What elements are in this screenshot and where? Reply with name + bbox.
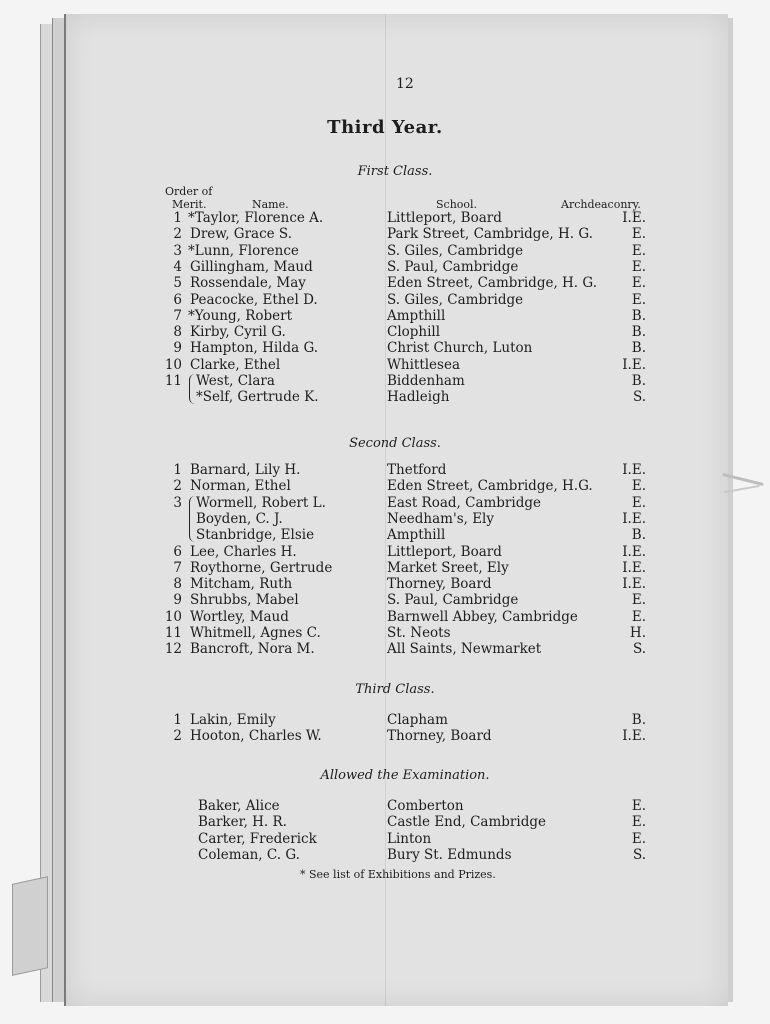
school-name: Barnwell Abbey, Cambridge	[387, 608, 578, 625]
candidate-name: Whitmell, Agnes C.	[190, 625, 321, 641]
archdeaconry-code: S.	[632, 846, 646, 863]
merit-number: 2	[173, 226, 182, 243]
merit-number: 12	[164, 641, 182, 658]
candidate-name: Clarke, Ethel	[190, 356, 281, 373]
table-row	[0, 814, 770, 830]
candidate-name: Coleman, C. G.	[198, 846, 300, 863]
merit-number: 2	[173, 478, 182, 495]
school-name: Thetford	[387, 462, 447, 478]
school-name: Clophill	[387, 324, 441, 341]
table-row	[0, 712, 770, 728]
archdeaconry-code: E.	[631, 275, 646, 292]
table-row	[0, 324, 770, 340]
candidate-name: Barnard, Lily H.	[190, 462, 301, 478]
candidate-name: *Lunn, Florence	[188, 242, 299, 259]
school-name: S. Giles, Cambridge	[387, 291, 524, 308]
school-name: Ampthill	[387, 527, 446, 544]
school-name: Ampthill	[387, 307, 446, 324]
merit-number: 5	[173, 275, 182, 292]
merit-number: 9	[173, 592, 182, 609]
archdeaconry-code: B.	[631, 307, 646, 324]
school-name: Eden Street, Cambridge, H. G.	[387, 275, 597, 292]
candidate-name: Barker, H. R.	[198, 814, 287, 831]
archdeaconry-code: E.	[631, 226, 646, 243]
school-name: Clapham	[387, 712, 448, 728]
merit-number: 7	[173, 307, 182, 324]
tie-brace-first-class	[189, 374, 195, 404]
school-name: All Saints, Newmarket	[387, 641, 542, 658]
candidate-name: Baker, Alice	[198, 798, 280, 814]
archdeaconry-code: I.E.	[622, 576, 646, 593]
school-name: Littleport, Board	[387, 210, 502, 226]
candidate-name: Rossendale, May	[190, 275, 306, 292]
candidate-name: *Young, Robert	[188, 307, 293, 324]
candidate-name: Bancroft, Nora M.	[190, 641, 315, 658]
candidate-name: Peacocke, Ethel D.	[190, 291, 318, 308]
table-row	[0, 462, 770, 478]
table-row	[0, 495, 770, 511]
table-row	[0, 728, 770, 744]
archdeaconry-code: E.	[631, 814, 646, 831]
archdeaconry-code: S.	[632, 641, 646, 658]
school-name: Market Sreet, Ely	[387, 559, 509, 576]
page-title: Third Year.	[327, 117, 443, 138]
archdeaconry-code: I.E.	[622, 356, 646, 373]
candidate-name: Roythorne, Gertrude	[190, 559, 333, 576]
school-name: Thorney, Board	[387, 576, 492, 593]
school-name: S. Paul, Cambridge	[387, 592, 519, 609]
candidate-name: Lakin, Emily	[190, 712, 276, 728]
archdeaconry-code: I.E.	[622, 510, 646, 527]
merit-number: 6	[173, 291, 182, 308]
merit-number: 6	[173, 543, 182, 560]
archdeaconry-code: E.	[631, 242, 646, 259]
candidate-name: Stanbridge, Elsie	[196, 527, 315, 544]
section-heading-second-class: Second Class.	[349, 436, 441, 451]
school-name: Whittlesea	[387, 356, 461, 373]
column-header-order-line2: Merit.	[172, 198, 207, 211]
merit-number: 10	[164, 608, 182, 625]
candidate-name: *Self, Gertrude K.	[196, 389, 319, 406]
school-name: Castle End, Cambridge	[387, 814, 546, 831]
archdeaconry-code: B.	[631, 324, 646, 341]
archdeaconry-code: I.E.	[622, 728, 646, 745]
merit-number: 1	[173, 462, 182, 478]
school-name: Linton	[387, 830, 432, 847]
section-heading-first-class: First Class.	[357, 164, 433, 179]
archdeaconry-code: E.	[631, 258, 646, 275]
school-name: Biddenham	[387, 373, 465, 389]
table-row	[0, 527, 770, 543]
archdeaconry-code: I.E.	[622, 559, 646, 576]
column-header-school: School.	[436, 198, 478, 211]
torn-paper-scrap	[12, 876, 48, 976]
merit-number: 3	[173, 494, 182, 511]
candidate-name: Hooton, Charles W.	[190, 728, 322, 745]
candidate-name: Mitcham, Ruth	[190, 576, 293, 593]
table-row	[0, 798, 770, 814]
school-name: Hadleigh	[387, 389, 450, 406]
table-row	[0, 210, 770, 226]
table-row	[0, 357, 770, 373]
archdeaconry-code: S.	[632, 389, 646, 406]
table-row	[0, 592, 770, 608]
archdeaconry-code: I.E.	[622, 543, 646, 560]
merit-number: 8	[173, 576, 182, 593]
merit-number: 9	[173, 340, 182, 357]
school-name: Park Street, Cambridge, H. G.	[387, 226, 593, 243]
merit-number: 10	[164, 356, 182, 373]
candidate-name: Carter, Frederick	[198, 830, 317, 847]
column-header-order-line1: Order of	[165, 185, 213, 198]
table-row	[0, 625, 770, 641]
school-name: Needham's, Ely	[387, 510, 494, 527]
page-number: 12	[396, 76, 414, 92]
table-row	[0, 847, 770, 863]
archdeaconry-code: E.	[631, 608, 646, 625]
school-name: East Road, Cambridge	[387, 494, 541, 511]
table-row	[0, 544, 770, 560]
candidate-name: Gillingham, Maud	[190, 258, 313, 275]
archdeaconry-code: E.	[631, 798, 646, 814]
archdeaconry-code: I.E.	[622, 210, 646, 226]
section-heading-allowed: Allowed the Examination.	[320, 768, 490, 783]
school-name: S. Giles, Cambridge	[387, 242, 524, 259]
column-header-archdeaconry: Archdeaconry.	[561, 198, 641, 211]
table-row	[0, 576, 770, 592]
archdeaconry-code: E.	[631, 592, 646, 609]
table-row	[0, 373, 770, 389]
candidate-name: Kirby, Cyril G.	[190, 324, 286, 341]
archdeaconry-code: E.	[631, 494, 646, 511]
merit-number: 8	[173, 324, 182, 341]
merit-number: 4	[173, 258, 182, 275]
table-row	[0, 641, 770, 657]
archdeaconry-code: B.	[631, 373, 646, 389]
footnote: * See list of Exhibitions and Prizes.	[300, 868, 496, 881]
candidate-name: Wormell, Robert L.	[196, 494, 326, 511]
table-row	[0, 275, 770, 291]
candidate-name: Norman, Ethel	[190, 478, 291, 495]
archdeaconry-code: E.	[631, 478, 646, 495]
candidate-name: Wortley, Maud	[190, 608, 289, 625]
archdeaconry-code: E.	[631, 830, 646, 847]
merit-number: 1	[173, 712, 182, 728]
school-name: Comberton	[387, 798, 464, 814]
merit-number: 1	[173, 210, 182, 226]
table-row	[0, 511, 770, 527]
school-name: Christ Church, Luton	[387, 340, 533, 357]
school-name: Littleport, Board	[387, 543, 502, 560]
school-name: Eden Street, Cambridge, H.G.	[387, 478, 593, 495]
candidate-name: Shrubbs, Mabel	[190, 592, 299, 609]
candidate-name: Boyden, C. J.	[196, 510, 283, 527]
archdeaconry-code: B.	[631, 712, 646, 728]
table-row	[0, 609, 770, 625]
section-heading-third-class: Third Class.	[355, 682, 435, 697]
candidate-name: *Taylor, Florence A.	[188, 210, 324, 226]
school-name: S. Paul, Cambridge	[387, 258, 519, 275]
archdeaconry-code: B.	[631, 527, 646, 544]
school-name: Bury St. Edmunds	[387, 846, 512, 863]
merit-number: 2	[173, 728, 182, 745]
column-header-name: Name.	[252, 198, 289, 211]
table-row	[0, 226, 770, 242]
candidate-name: West, Clara	[196, 373, 275, 389]
archdeaconry-code: I.E.	[622, 462, 646, 478]
merit-number: 11	[164, 625, 182, 641]
table-row	[0, 243, 770, 259]
merit-number: 11	[164, 373, 182, 389]
archdeaconry-code: B.	[631, 340, 646, 357]
school-name: Thorney, Board	[387, 728, 492, 745]
candidate-name: Lee, Charles H.	[190, 543, 297, 560]
table-row	[0, 389, 770, 405]
table-row	[0, 478, 770, 494]
table-row	[0, 292, 770, 308]
table-row	[0, 831, 770, 847]
school-name: St. Neots	[387, 625, 451, 641]
tie-brace-second-class	[189, 496, 195, 542]
table-row	[0, 560, 770, 576]
merit-number: 7	[173, 559, 182, 576]
table-row	[0, 259, 770, 275]
candidate-name: Drew, Grace S.	[190, 226, 292, 243]
candidate-name: Hampton, Hilda G.	[190, 340, 319, 357]
table-row	[0, 340, 770, 356]
archdeaconry-code: H.	[629, 625, 646, 641]
table-row	[0, 308, 770, 324]
merit-number: 3	[173, 242, 182, 259]
archdeaconry-code: E.	[631, 291, 646, 308]
